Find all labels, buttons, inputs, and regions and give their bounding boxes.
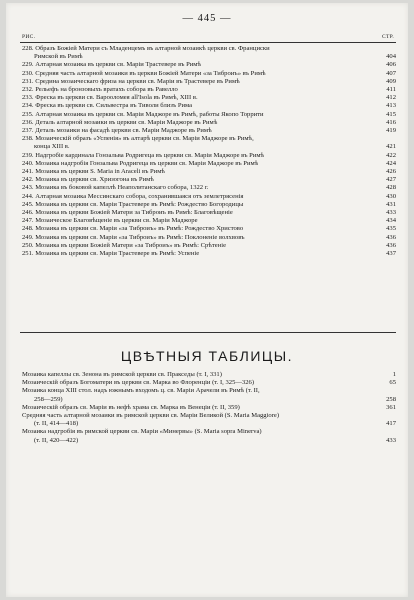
entry-page: 422 (386, 151, 396, 159)
entry-text: (т. II, 420—422) (34, 436, 79, 444)
column-header-page: СТР. (382, 34, 394, 40)
entry-page: 258 (386, 395, 396, 403)
figure-entry (22, 184, 396, 192)
figure-entry (22, 217, 396, 225)
figure-entry (22, 102, 396, 110)
entry-text: 249. Мозаика въ церкви св. Маріи «за Тиброиъ» въ Римѣ: Поклоненіе волхвовъ (22, 233, 245, 241)
entry-text: 239. Надгробіе кардинала Гонзальва Родригеца въ церкви св. Маріи Маджоре въ Римѣ (22, 151, 265, 159)
entry-text: Мозаика конца XIII стол. надъ южнымъ входомъ ц. св. Маріи Арачели въ Римѣ (т. II, (22, 387, 260, 395)
entry-text: конца XIII в. (34, 143, 70, 151)
figure-entry (22, 168, 396, 176)
entry-text: Средняя часть алтарной мозаики въ римской церкви св. Маріи Великой (S. Maria Maggiore) (22, 412, 280, 420)
entry-text: 236. Деталь алтарной мозаики въ церкви св. Маріи Маджоре въ Римѣ (22, 118, 218, 126)
figure-entry (22, 225, 396, 233)
entry-text: 232. Рельефъ на бронзовыхъ вратахъ собора въ Равелло (22, 86, 178, 94)
entry-text: 238. Мозаическій образъ «Успенія» въ алтарѣ церкви св. Маріи Маджоре въ Римѣ, (22, 135, 254, 143)
entry-page: 416 (386, 118, 396, 126)
figure-entry (22, 119, 396, 127)
entry-text: 233. Фреска въ церкви св. Варооломея all'Isola въ Римѣ, XIII в. (22, 94, 198, 102)
figure-entry (22, 94, 396, 102)
entry-text: 237. Деталь мозаики на фасадѣ церкви св. Маріи Маджоре въ Римѣ (22, 127, 212, 135)
figure-entry (22, 176, 396, 184)
entry-page: 419 (386, 127, 396, 135)
entry-text: 250. Мозаика въ церкви Божіей Матери «за Тиброиъ» въ Римѣ: Срѣтеніе (22, 241, 226, 249)
entry-text: 228. Образъ Божіей Матери съ Младенцемъ въ алтарной мозаикѣ церкви св. Франциски (22, 45, 270, 52)
entry-page: 407 (386, 69, 396, 77)
plate-entry (22, 404, 396, 412)
header-rule (20, 42, 396, 43)
plate-entry (22, 387, 396, 395)
entry-page: 428 (386, 184, 396, 192)
entry-text: Римской въ Римѣ (34, 53, 83, 61)
entry-text: 248. Мозаика въ церкви св. Маріи «за Тиброиъ» въ Римѣ: Рождество Христово (22, 225, 244, 233)
plate-entry (22, 412, 396, 420)
figure-entry (22, 143, 396, 151)
figure-entry (22, 78, 396, 86)
plates-section-title: ЦВѢТНЫЯ ТАБЛИЦЫ. (120, 348, 294, 364)
entry-page: 406 (386, 61, 396, 69)
entry-text: Мозаическій образъ Богоматери въ церкви св. Марка во Флоренціи (т. I, 325—326) (22, 379, 255, 387)
plate-entry (22, 371, 396, 379)
entry-text: 258—259) (34, 395, 63, 403)
entry-page: 424 (386, 159, 396, 167)
entry-page: 436 (386, 233, 396, 241)
figure-entry (22, 193, 396, 201)
entry-page: 65 (389, 379, 396, 387)
figure-entry (22, 45, 396, 53)
entry-text: 251. Мозаика въ церкви св. Маріи Трастевере въ Римѣ: Успеніе (22, 250, 200, 258)
entry-page: 426 (386, 168, 396, 176)
entry-text: Мозаическій образъ св. Маріи въ нефѣ храма св. Марка въ Венеціи (т. II, 359) (22, 403, 240, 411)
entry-text: 242. Мозаика въ церкви св. Хризогона въ Римѣ (22, 176, 154, 184)
entry-text: 231. Средина мозаическаго фриза на церкви св. Маріи въ Трастевере въ Римѣ (22, 77, 240, 85)
figure-entry (22, 209, 396, 217)
plate-entry (22, 379, 396, 387)
entry-page: 417 (386, 420, 396, 428)
entry-text: Мозаика капеллы св. Зенона въ римской церкви св. Пракседы (т. I, 331) (22, 371, 222, 378)
figure-entry (22, 201, 396, 209)
entry-text: 243. Мозаика въ боковой капеллѣ Неаполитанскаго собора, 1322 г. (22, 184, 209, 192)
figure-entry (22, 61, 396, 69)
entry-page: 409 (386, 77, 396, 85)
entry-page: 415 (386, 110, 396, 118)
entry-page: 436 (386, 241, 396, 249)
column-header-figure: РИС. (22, 34, 36, 40)
figure-list (22, 45, 396, 258)
page-number: — 445 — (182, 13, 232, 24)
figure-entry (22, 135, 396, 143)
entry-page: 404 (386, 53, 396, 61)
plates-list (22, 371, 396, 445)
entry-page: 434 (386, 217, 396, 225)
list-end-rule (20, 332, 396, 333)
entry-page: 361 (386, 403, 396, 411)
entry-text: 240. Мозаика надгробія Гонзальва Родригеца въ церкви св. Маріи Маджоре въ Римѣ (22, 159, 259, 167)
entry-page: 411 (386, 86, 396, 94)
plate-entry (22, 420, 396, 428)
figure-entry (22, 152, 396, 160)
entry-text: 247. Мозаическое Благовѣщеніе въ церкви св. Маріи Маджоре (22, 217, 198, 225)
entry-page: 430 (386, 192, 396, 200)
entry-page: 435 (386, 225, 396, 233)
figure-entry (22, 160, 396, 168)
entry-text: 234. Фреска въ церкви св. Сильвестра въ Тиволи близъ Рима (22, 102, 193, 110)
entry-text: 235. Алтарная мозаика въ церкви св. Маріи Маджоре въ Римѣ, работы Якопо Торрити (22, 110, 264, 118)
entry-page: 433 (386, 436, 396, 444)
figure-entry (22, 127, 396, 135)
entry-page: 431 (386, 200, 396, 208)
entry-page: 412 (386, 94, 396, 102)
entry-text: 229. Алтарная мозаика въ церкви св. Маріи Трастевере въ Римѣ (22, 61, 202, 69)
entry-page: 1 (392, 371, 396, 378)
figure-entry (22, 242, 396, 250)
figure-entry (22, 53, 396, 61)
entry-page: 437 (386, 250, 396, 258)
entry-text: 244. Алтарная мозаика Мессинскаго собора, сохранившаяся отъ землетрясенія (22, 192, 244, 200)
entry-text: 245. Мозаика въ церкви св. Маріи Трастевере въ Римѣ: Рождество Богородицы (22, 200, 244, 208)
plate-entry (22, 437, 396, 445)
plate-entry (22, 428, 396, 436)
figure-entry (22, 250, 396, 258)
entry-text: Мозаика надгробія въ римской церкви св. Маріи «Минервы» (S. Maria sopra Minerva) (22, 428, 262, 436)
figure-entry (22, 70, 396, 78)
entry-page: 427 (386, 176, 396, 184)
figure-entry (22, 111, 396, 119)
entry-page: 433 (386, 209, 396, 217)
entry-page: 413 (386, 102, 396, 110)
entry-text: 246. Мозаика въ церкви Божіей Матери за Тиброиъ въ Римѣ: Благовѣщеніе (22, 209, 233, 217)
figure-entry (22, 234, 396, 242)
entry-page: 421 (386, 143, 396, 151)
figure-entry (22, 86, 396, 94)
entry-text: 241. Мозаика въ церкви S. Maria in Araceli въ Римѣ (22, 168, 165, 176)
plate-entry (22, 396, 396, 404)
entry-text: (т. II, 414—418) (34, 420, 79, 428)
document-page (6, 3, 408, 597)
entry-text: 230. Средняя часть алтарной мозаики въ церкви Божіей Матери «за Тиброиъ» въ Римѣ (22, 69, 266, 77)
